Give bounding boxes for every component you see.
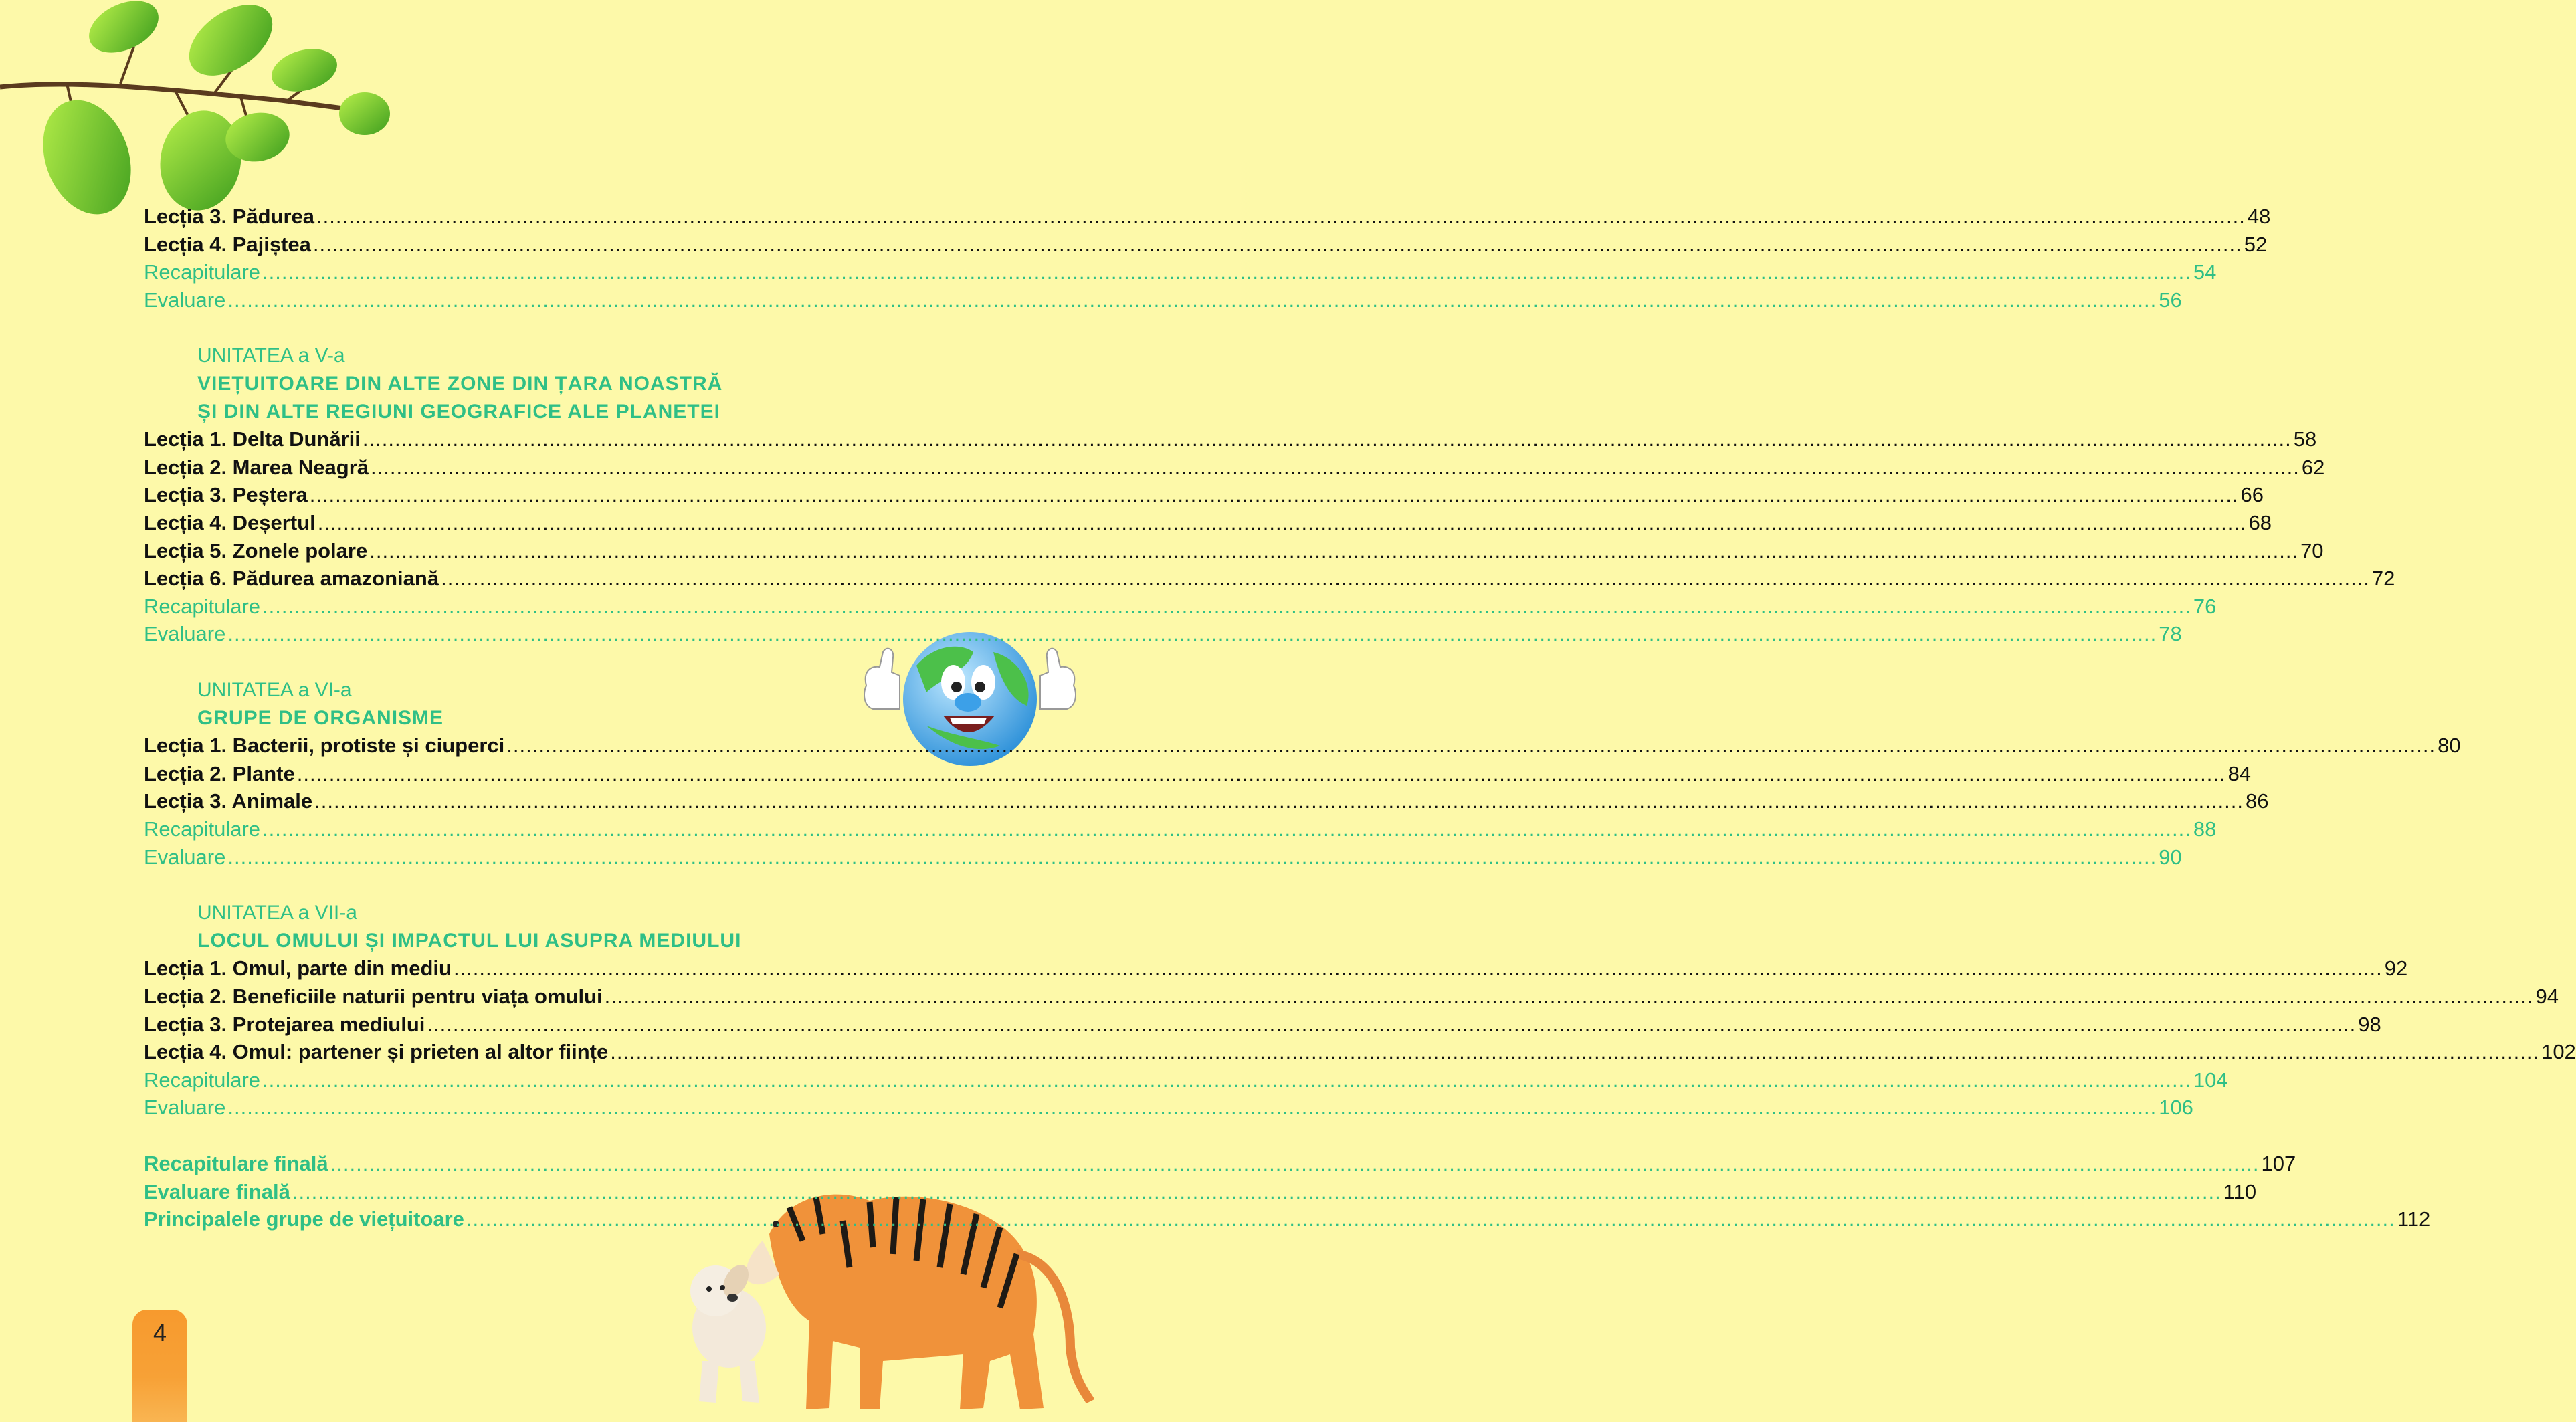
toc-entry-label: Evaluare finală (144, 1179, 290, 1203)
toc-entry-label: Recapitulare (144, 594, 261, 618)
toc-entry[interactable] (144, 983, 2559, 1010)
toc-entry[interactable] (144, 565, 2395, 592)
toc-entry-label: Recapitulare (144, 260, 261, 284)
dot-leader: ............................................................................................................................................................................................................................................................................................................ (314, 789, 2244, 813)
dot-leader: ............................................................................................................................................................................................................................................................................................................ (262, 817, 2191, 841)
dot-leader: ............................................................................................................................................................................................................................................................................................................ (371, 455, 2300, 479)
toc-entry-page: 98 (2358, 1012, 2381, 1036)
page-number: 4 (153, 1319, 167, 1346)
toc-entry-label: Recapitulare (144, 1068, 261, 1092)
toc-entry-label: Recapitulare finală (144, 1152, 328, 1175)
toc-entry-label: Lecția 2. Plante (144, 761, 295, 785)
dot-leader: ............................................................................................................................................................................................................................................................................................................ (330, 1152, 2260, 1175)
toc-entry[interactable] (144, 482, 2264, 508)
toc-entry[interactable] (144, 621, 2182, 647)
dot-leader: ............................................................................................................................................................................................................................................................................................................ (227, 288, 2157, 312)
toc-entry-label: Lecția 2. Beneficiile naturii pentru viața omului (144, 985, 603, 1008)
toc-entry[interactable] (144, 259, 2217, 286)
toc-entry-label: Evaluare (144, 1096, 226, 1120)
toc-entry-page: 106 (2159, 1096, 2193, 1120)
toc-entry-page: 80 (2438, 734, 2461, 758)
toc-entry[interactable] (144, 593, 2217, 620)
unit-heading: UNITATEA a V-a (197, 344, 345, 367)
page-number-tab (132, 1310, 187, 1422)
toc-entry[interactable] (144, 510, 2272, 536)
unit-title: GRUPE DE ORGANISME (197, 706, 444, 729)
toc-entry-page: 94 (2535, 985, 2559, 1008)
toc-entry-label: Evaluare (144, 845, 226, 869)
toc-entry[interactable] (144, 1011, 2381, 1038)
dot-leader: ............................................................................................................................................................................................................................................................................................................ (441, 567, 2370, 591)
dot-leader: ............................................................................................................................................................................................................................................................................................................ (466, 1207, 2395, 1231)
toc-entry[interactable] (144, 1206, 2431, 1233)
toc-entry-label: Lecția 1. Bacterii, protiste și ciuperci (144, 734, 505, 758)
toc-entry-page: 84 (2227, 761, 2252, 785)
toc-entry-page: 66 (2240, 483, 2264, 507)
dot-leader: ............................................................................................................................................................................................................................................................................................................ (262, 1068, 2191, 1092)
toc-entry-page: 70 (2300, 538, 2324, 563)
toc-entry-page: 92 (2384, 956, 2408, 981)
toc-entry-label: Recapitulare (144, 817, 261, 841)
dot-leader: ............................................................................................................................................................................................................................................................................................................ (309, 483, 2239, 507)
toc-entry[interactable] (144, 538, 2324, 565)
toc-entry[interactable] (144, 1179, 2257, 1205)
toc-entry-page: 88 (2193, 817, 2217, 841)
toc-entry[interactable] (144, 287, 2182, 314)
toc-entry-page: 76 (2193, 594, 2217, 618)
toc-entry[interactable] (144, 203, 2271, 230)
toc-entry-label: Lecția 1. Delta Dunării (144, 427, 361, 451)
toc-entry-page: 52 (2244, 232, 2268, 256)
toc-entry-label: Lecția 4. Omul: partener și prieten al altor ființe (144, 1040, 609, 1064)
toc-entry-page: 58 (2293, 427, 2317, 451)
toc-entry[interactable] (144, 816, 2217, 843)
dot-leader: ............................................................................................................................................................................................................................................................................................................ (427, 1012, 2357, 1036)
dot-leader: ............................................................................................................................................................................................................................................................................................................ (292, 1179, 2221, 1203)
unit-title: ȘI DIN ALTE REGIUNI GEOGRAFICE ALE PLANETEI (197, 400, 720, 423)
toc-entry-label: Lecția 1. Omul, parte din mediu (144, 956, 452, 981)
dot-leader: ............................................................................................................................................................................................................................................................................................................ (369, 538, 2299, 563)
toc-entry-page: 102 (2541, 1040, 2576, 1064)
toc-entry[interactable] (144, 1150, 2296, 1177)
dot-leader: ............................................................................................................................................................................................................................................................................................................ (610, 1040, 2540, 1064)
toc-entry-page: 68 (2248, 511, 2272, 534)
toc-entry[interactable] (144, 955, 2408, 982)
dot-leader: ............................................................................................................................................................................................................................................................................................................ (227, 622, 2157, 646)
dot-leader: ............................................................................................................................................................................................................................................................................................................ (362, 427, 2292, 451)
dot-leader: ............................................................................................................................................................................................................................................................................................................ (316, 205, 2246, 228)
dot-leader: ............................................................................................................................................................................................................................................................................................................ (262, 260, 2191, 284)
toc-entry-label: Lecția 5. Zonele polare (144, 538, 368, 563)
toc-entry[interactable] (144, 760, 2252, 787)
toc-entry-label: Lecția 6. Pădurea amazoniană (144, 567, 439, 591)
toc-entry-page: 54 (2193, 260, 2217, 284)
dot-leader: ............................................................................................................................................................................................................................................................................................................ (262, 594, 2191, 618)
dot-leader: ............................................................................................................................................................................................................................................................................................................ (227, 845, 2157, 869)
toc-entry[interactable] (144, 426, 2317, 453)
dot-leader: ............................................................................................................................................................................................................................................................................................................ (296, 761, 2226, 785)
dot-leader: ............................................................................................................................................................................................................................................................................................................ (317, 511, 2247, 534)
toc-entry[interactable] (144, 844, 2182, 871)
toc-entry-label: Evaluare (144, 288, 226, 312)
unit-title: VIEȚUITOARE DIN ALTE ZONE DIN ȚARA NOASTRĂ (197, 373, 723, 395)
dot-leader: ............................................................................................................................................................................................................................................................................................................ (604, 985, 2534, 1008)
toc-entry-page: 56 (2159, 288, 2182, 312)
toc-entry-page: 110 (2223, 1179, 2257, 1203)
dot-leader: ............................................................................................................................................................................................................................................................................................................ (312, 232, 2242, 256)
toc-entry-label: Lecția 3. Protejarea mediului (144, 1012, 425, 1036)
toc-entry[interactable] (144, 1039, 2576, 1065)
toc-entry-page: 107 (2261, 1152, 2296, 1175)
toc-entry-label: Lecția 3. Animale (144, 789, 313, 813)
toc-entry-label: Lecția 3. Peștera (144, 483, 308, 507)
unit-title: LOCUL OMULUI ȘI IMPACTUL LUI ASUPRA MEDIULUI (197, 929, 742, 952)
toc-entry-label: Lecția 3. Pădurea (144, 205, 315, 228)
toc-entry-page: 72 (2371, 567, 2395, 591)
toc-entry-page: 112 (2397, 1207, 2431, 1231)
toc-entry-label: Lecția 4. Pajiștea (144, 232, 311, 256)
toc-entry[interactable] (144, 231, 2268, 258)
toc-entry[interactable] (144, 1094, 2193, 1121)
toc-entry-page: 86 (2245, 789, 2269, 813)
toc-entry-label: Evaluare (144, 622, 226, 646)
toc-entry-label: Principalele grupe de viețuitoare (144, 1207, 464, 1231)
dot-leader: ............................................................................................................................................................................................................................................................................................................ (506, 734, 2436, 758)
toc-entry-page: 62 (2301, 455, 2325, 479)
toc-entry[interactable] (144, 1067, 2228, 1094)
unit-heading: UNITATEA a VII-a (197, 902, 357, 924)
toc-entry-label: Lecția 2. Marea Neagră (144, 455, 369, 479)
toc-entry-page: 104 (2193, 1068, 2228, 1092)
dot-leader: ............................................................................................................................................................................................................................................................................................................ (453, 956, 2383, 981)
unit-heading: UNITATEA a VI-a (197, 679, 352, 701)
toc-entry-page: 48 (2247, 205, 2271, 228)
toc-entry-page: 78 (2159, 622, 2182, 646)
toc-entry[interactable] (144, 732, 2461, 759)
toc-entry-label: Lecția 4. Deșertul (144, 511, 316, 534)
toc-entry[interactable] (144, 454, 2325, 481)
dot-leader: ............................................................................................................................................................................................................................................................................................................ (227, 1096, 2157, 1120)
toc-entry-page: 90 (2159, 845, 2182, 869)
toc-entry[interactable] (144, 788, 2269, 815)
